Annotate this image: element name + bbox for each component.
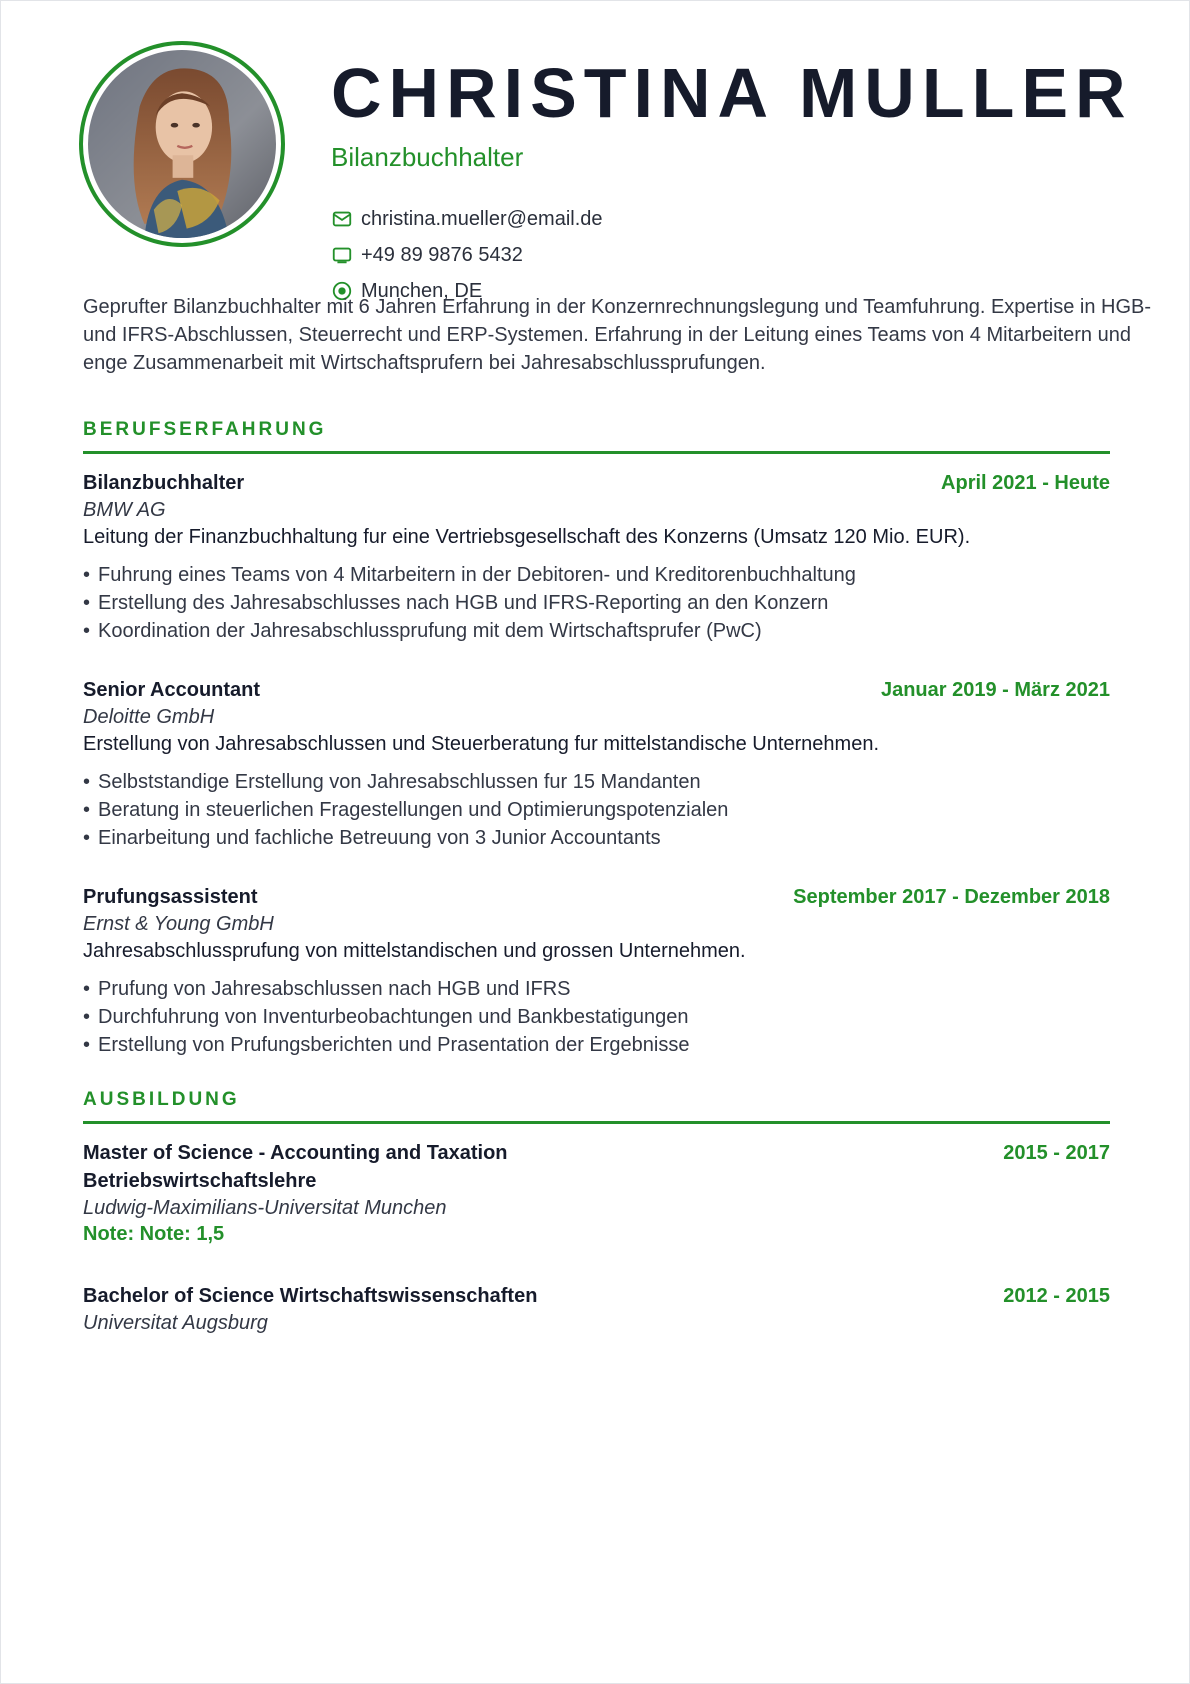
experience-entry <box>83 469 1110 645</box>
profile-photo <box>79 41 285 247</box>
email-text: christina.mueller@email.de <box>361 207 603 230</box>
list-item: • Erstellung von Prufungsberichten und Prasentation der Ergebnisse <box>83 1031 1110 1059</box>
list-item: • Durchfuhrung von Inventurbeobachtungen und Bankbestatigungen <box>83 1003 1110 1031</box>
location-text: Munchen, DE <box>361 279 483 302</box>
experience-entry <box>83 676 1110 852</box>
contact-email[interactable] <box>331 201 603 237</box>
grade: Note: Note: 1,5 <box>83 1223 225 1245</box>
job-company: Ernst & Young GmbH <box>83 913 274 935</box>
contact-phone[interactable] <box>331 237 603 273</box>
degree-title: Master of Science - Accounting and Taxation <box>83 1142 508 1164</box>
list-item: • Prufung von Jahresabschlussen nach HGB und IFRS <box>83 975 1110 1003</box>
phone-icon <box>331 244 353 266</box>
job-date: Januar 2019 - März 2021 <box>880 679 1110 701</box>
experience-divider <box>83 451 1110 454</box>
candidate-name: CHRISTINA MULLER <box>331 54 1133 132</box>
phone-text: +49 89 9876 5432 <box>361 243 523 266</box>
job-bullets <box>83 975 1110 1059</box>
job-role: Senior Accountant <box>83 679 261 701</box>
job-description: Erstellung von Jahresabschlussen und Steuerberatung fur mittelstandische Unternehmen. <box>83 733 880 755</box>
job-description: Leitung der Finanzbuchhaltung fur eine Vertriebsgesellschaft des Konzerns (Umsatz 120 Mio. EUR). <box>83 526 971 548</box>
profile-summary: Geprufter Bilanzbuchhalter mit 6 Jahren Erfahrung in der Konzernrechnungslegung und Teamfuhrung. Expertise in HGB- und IFRS-Abschlussen, Steuerrecht und ERP-Systemen. Erfahrung in der Leitung eines Teams von 4 Mitarbeitern und enge Zusammenarbeit mit Wirtschaftsprufern bei Jahresabschlussprufungen. <box>83 296 1152 374</box>
job-description: Jahresabschlussprufung von mittelstandischen und grossen Unternehmen. <box>83 940 746 962</box>
job-company: BMW AG <box>83 499 166 521</box>
education-heading: AUSBILDUNG <box>83 1089 240 1110</box>
education-entry <box>83 1282 1110 1336</box>
job-company: Deloitte GmbH <box>83 706 215 728</box>
degree-subject: Betriebswirtschaftslehre <box>83 1170 317 1192</box>
list-item: • Selbststandige Erstellung von Jahresabschlussen fur 15 Mandanten <box>83 768 1110 796</box>
mail-icon <box>331 208 353 230</box>
job-role: Bilanzbuchhalter <box>83 472 245 494</box>
school-name: Universitat Augsburg <box>83 1312 268 1334</box>
job-bullets <box>83 768 1110 852</box>
education-date: 2015 - 2017 <box>1003 1142 1110 1164</box>
list-item: • Koordination der Jahresabschlussprufung mit dem Wirtschaftsprufer (PwC) <box>83 617 1110 645</box>
education-divider <box>83 1121 1110 1124</box>
experience-entry <box>83 883 1110 1059</box>
job-role: Prufungsassistent <box>83 886 258 908</box>
school-name: Ludwig-Maximilians-Universitat Munchen <box>83 1197 447 1219</box>
experience-heading: BERUFSERFAHRUNG <box>83 419 327 440</box>
job-date: April 2021 - Heute <box>941 472 1110 494</box>
list-item: • Einarbeitung und fachliche Betreuung von 3 Junior Accountants <box>83 824 1110 852</box>
education-entry <box>83 1139 1110 1247</box>
education-date: 2012 - 2015 <box>1003 1285 1110 1307</box>
list-item: • Erstellung des Jahresabschlusses nach HGB und IFRS-Reporting an den Konzern <box>83 589 1110 617</box>
portrait-photo-icon <box>88 50 276 238</box>
list-item: • Beratung in steuerlichen Fragestellungen und Optimierungspotenzialen <box>83 796 1110 824</box>
job-title: Bilanzbuchhalter <box>331 142 524 172</box>
job-bullets <box>83 561 1110 645</box>
job-date: September 2017 - Dezember 2018 <box>793 886 1110 908</box>
degree-title: Bachelor of Science Wirtschaftswissenschaften <box>83 1285 538 1307</box>
list-item: • Fuhrung eines Teams von 4 Mitarbeitern in der Debitoren- und Kreditorenbuchhaltung <box>83 561 1110 589</box>
